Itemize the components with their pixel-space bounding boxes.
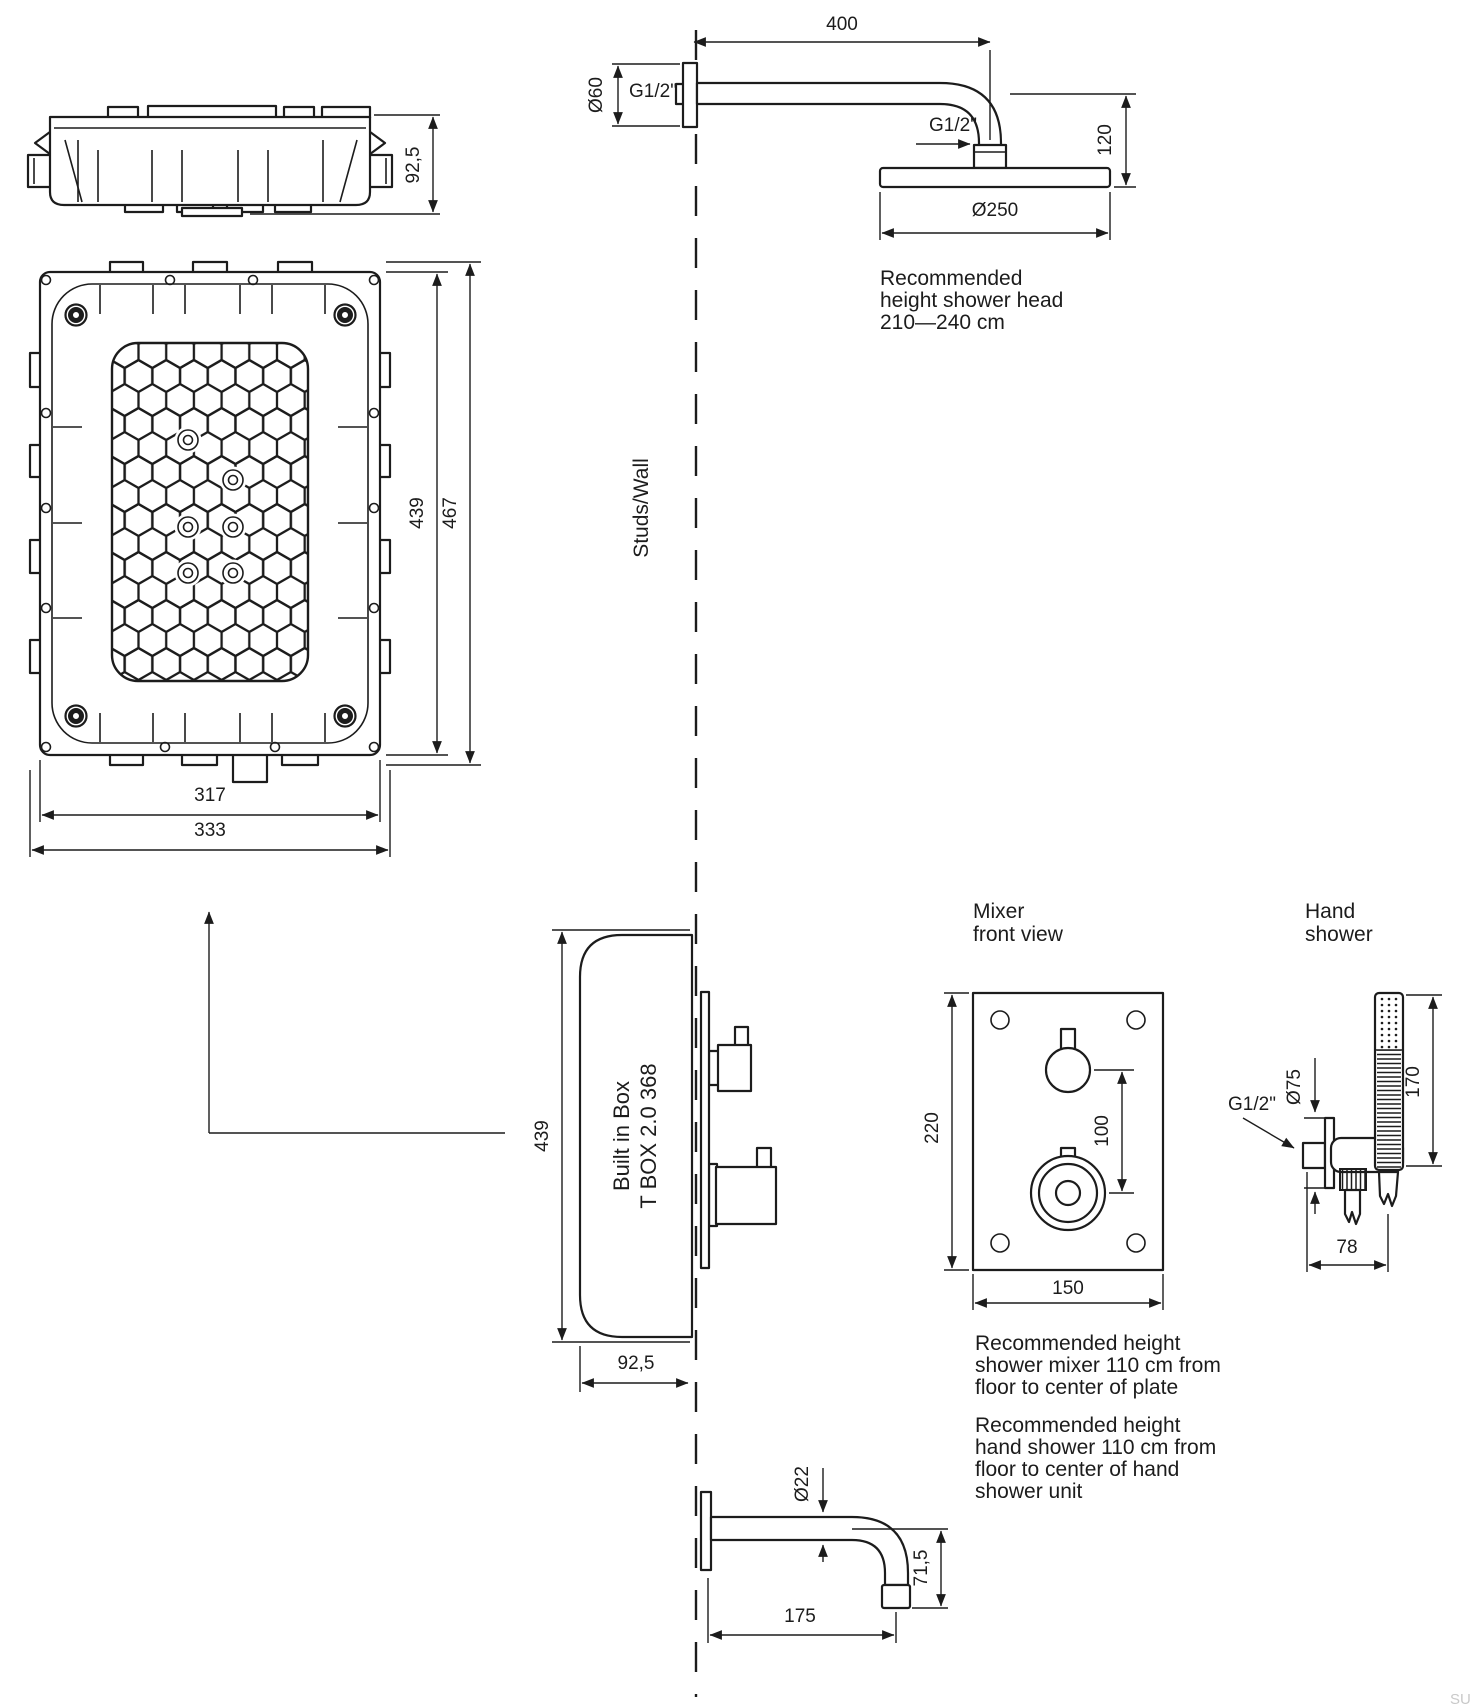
mixer-top-knob	[1046, 1048, 1090, 1092]
honeycomb-grid	[112, 343, 308, 681]
box-side-depth-dim: 92,5	[403, 146, 424, 184]
shower-head-note-line3: 210—240 cm	[880, 311, 1005, 334]
front-inner-height-dim: 439	[407, 497, 428, 529]
hose-tail	[1345, 1190, 1360, 1224]
wall-plate-bar	[701, 992, 709, 1268]
head-offset-dim: 120	[1095, 124, 1116, 156]
top-handle	[718, 1045, 751, 1091]
mixer-note-line1: Recommended height	[975, 1332, 1181, 1355]
spout-length-dim: 175	[784, 1606, 816, 1627]
hand-shower-title-line1: Hand	[1305, 900, 1356, 923]
shower-head-drawing	[586, 14, 1136, 334]
bracket-diameter-dim: Ø75	[1284, 1069, 1305, 1105]
wand-tail	[1379, 1172, 1398, 1206]
hand-shower-note-line2: hand shower 110 cm from	[975, 1436, 1217, 1459]
mixer-title-line2: front view	[973, 923, 1063, 946]
hand-thread-label: G1/2"	[1228, 1094, 1276, 1115]
watermark: SU	[1450, 1691, 1471, 1707]
hand-shower-note-line1: Recommended height	[975, 1414, 1181, 1437]
spout-diameter-dim: Ø22	[792, 1466, 813, 1502]
hand-shower-title-line2: shower	[1305, 923, 1373, 946]
mixer-note-line2: shower mixer 110 cm from	[975, 1354, 1221, 1377]
built-in-box-depth-dim: 92,5	[617, 1353, 655, 1374]
mixer-front-view	[922, 900, 1221, 1399]
mixer-title-line1: Mixer	[973, 900, 1025, 923]
hose-nut	[1340, 1169, 1366, 1190]
arm-length-dim: 400	[826, 14, 858, 35]
bottom-handle-stem	[757, 1148, 771, 1169]
front-outer-height-dim: 467	[440, 497, 461, 529]
bracket-width-dim: 78	[1336, 1237, 1358, 1258]
wall-supply-connector	[1303, 1143, 1325, 1168]
hand-shower-note-line4: shower unit	[975, 1480, 1083, 1503]
head-diameter-dim: Ø250	[971, 200, 1019, 221]
orientation-arrow	[209, 912, 505, 1133]
wand-grip	[1377, 1050, 1401, 1168]
front-inner-width-dim: 317	[194, 785, 226, 806]
wand-spray-face	[1377, 995, 1401, 1049]
spout-tip	[882, 1585, 910, 1608]
spout-drawing	[701, 1466, 948, 1643]
wall-thread-label: G1/2"	[629, 81, 677, 102]
mixer-plate-height-dim: 220	[922, 1112, 943, 1144]
box-side-view	[28, 106, 440, 216]
mixer-bottom-knob	[1031, 1156, 1105, 1230]
shower-head-note-line1: Recommended	[880, 267, 1023, 290]
studs-wall-label: Studs/Wall	[630, 458, 653, 558]
arm-flange	[683, 63, 697, 127]
shower-head-note-line2: height shower head	[880, 289, 1064, 312]
mixer-note-line3: floor to center of plate	[975, 1376, 1179, 1399]
hand-shower-note-line3: floor to center of hand	[975, 1458, 1180, 1481]
box-front-view	[30, 262, 481, 857]
spout-flange	[701, 1492, 711, 1570]
built-in-box-label-line2: T BOX 2.0 368	[636, 1063, 661, 1209]
built-in-box-side-view	[532, 930, 776, 1392]
mixer-plate-width-dim: 150	[1052, 1278, 1084, 1299]
spout-drop-dim: 71,5	[911, 1549, 932, 1587]
head-thread-label: G1/2"	[929, 115, 977, 136]
flange-diameter-dim: Ø60	[586, 77, 607, 113]
built-in-box-label-line1: Built in Box	[609, 1080, 634, 1192]
shower-head-disc	[880, 168, 1110, 187]
mixer-handle-distance-dim: 100	[1092, 1115, 1113, 1147]
front-outer-width-dim: 333	[194, 820, 226, 841]
bottom-handle	[716, 1167, 776, 1224]
head-connector-nut	[974, 145, 1006, 168]
handle-length-dim: 170	[1403, 1066, 1424, 1098]
built-in-box-height-dim: 439	[532, 1120, 553, 1152]
spout-tube	[711, 1517, 908, 1585]
